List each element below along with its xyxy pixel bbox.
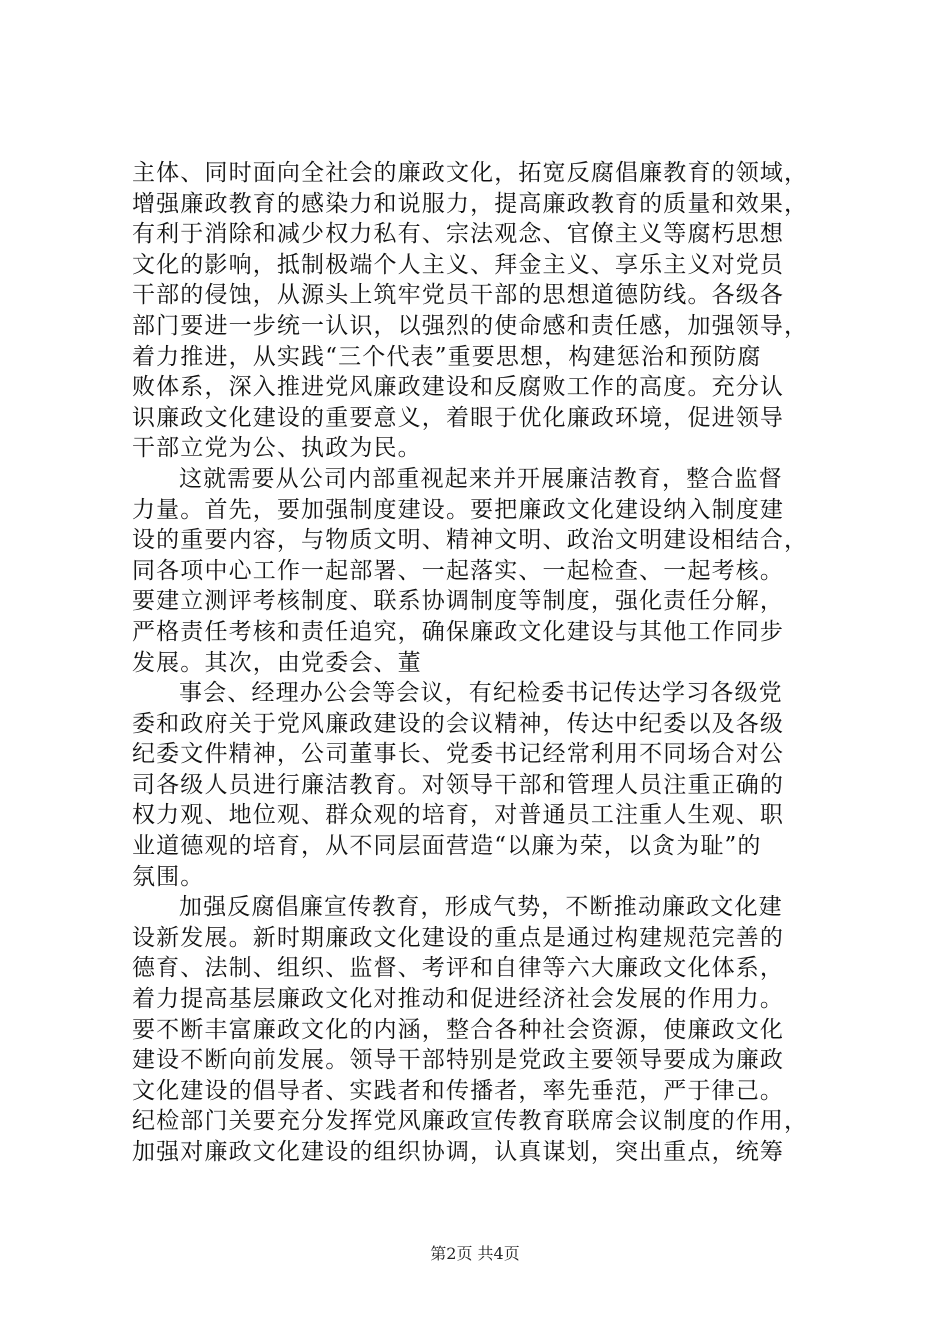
document-body [132, 158, 832, 1168]
text-line: 德育、法制、组织、监督、考评和自律等六大廉政文化体系， [132, 955, 785, 982]
text-line: 纪检部门关要充分发挥党风廉政宣传教育联席会议制度的作用， [132, 1108, 809, 1135]
text-line: 着力推进，从实践“三个代表”重要思想，构建惩治和预防腐 [132, 343, 762, 370]
text-line: 主体、同时面向全社会的廉政文化，拓宽反腐倡廉教育的领域， [132, 160, 809, 186]
text-line: 发展。其次，由党委会、董 [132, 649, 422, 676]
text-line: 设新发展。新时期廉政文化建设的重点是通过构建规范完善的 [132, 924, 785, 951]
text-line: 业道德观的培育，从不同层面营造“以廉为荣，以贪为耻”的 [132, 833, 762, 860]
text-line: 权力观、地位观、群众观的培育，对普通员工注重人生观、职 [132, 802, 785, 829]
text-line: 着力提高基层廉政文化对推动和促进经济社会发展的作用力。 [132, 986, 785, 1013]
text-line: 部门要进一步统一认识，以强烈的使命感和责任感，加强领导， [132, 312, 809, 339]
text-line: 设的重要内容，与物质文明、精神文明、政治文明建设相结合， [132, 527, 809, 554]
text-line: 建设不断向前发展。领导干部特别是党政主要领导要成为廉政 [132, 1047, 785, 1074]
text-line: 增强廉政教育的感染力和说服力，提高廉政教育的质量和效果， [132, 190, 809, 217]
text-line: 加强对廉政文化建设的组织协调，认真谋划，突出重点，统筹 [132, 1139, 785, 1165]
text-line: 力量。首先，要加强制度建设。要把廉政文化建设纳入制度建 [132, 496, 785, 523]
paragraph-first-line: 这就需要从公司内部重视起来并开展廉洁教育，整合监督 [179, 465, 783, 492]
text-line: 有利于消除和减少权力私有、宗法观念、官僚主义等腐朽思想 [132, 221, 785, 248]
paragraph-first-line: 加强反腐倡廉宣传教育，形成气势，不断推动廉政文化建 [179, 894, 783, 921]
text-line: 文化的影响，抵制极端个人主义、拜金主义、享乐主义对党员 [132, 251, 785, 278]
page-number-footer: 第2页 共4页 [430, 1244, 520, 1263]
text-line: 严格责任考核和责任追究，确保廉政文化建设与其他工作同步 [132, 618, 785, 645]
text-line: 要不断丰富廉政文化的内涵，整合各种社会资源，使廉政文化 [132, 1016, 785, 1043]
text-line: 同各项中心工作一起部署、一起落实、一起检查、一起考核。 [132, 557, 785, 584]
text-line: 要建立测评考核制度、联系协调制度等制度，强化责任分解， [132, 588, 785, 615]
paragraph-first-line: 事会、经理办公会等会议，有纪检委书记传达学习各级党 [179, 680, 783, 707]
text-line: 败体系，深入推进党风廉政建设和反腐败工作的高度。充分认 [132, 374, 785, 401]
text-line: 司各级人员进行廉洁教育。对领导干部和管理人员注重正确的 [132, 771, 785, 798]
text-line: 氛围。 [132, 863, 205, 890]
text-line: 文化建设的倡导者、实践者和传播者，率先垂范，严于律己。 [132, 1077, 785, 1104]
text-line: 委和政府关于党风廉政建设的会议精神，传达中纪委以及各级 [132, 710, 785, 737]
text-line: 干部的侵蚀，从源头上筑牢党员干部的思想道德防线。各级各 [132, 282, 785, 309]
text-line: 识廉政文化建设的重要意义，着眼于优化廉政环境，促进领导 [132, 404, 785, 431]
text-line: 纪委文件精神，公司董事长、党委书记经常利用不同场合对公 [132, 741, 785, 768]
text-line: 干部立党为公、执政为民。 [132, 435, 422, 462]
